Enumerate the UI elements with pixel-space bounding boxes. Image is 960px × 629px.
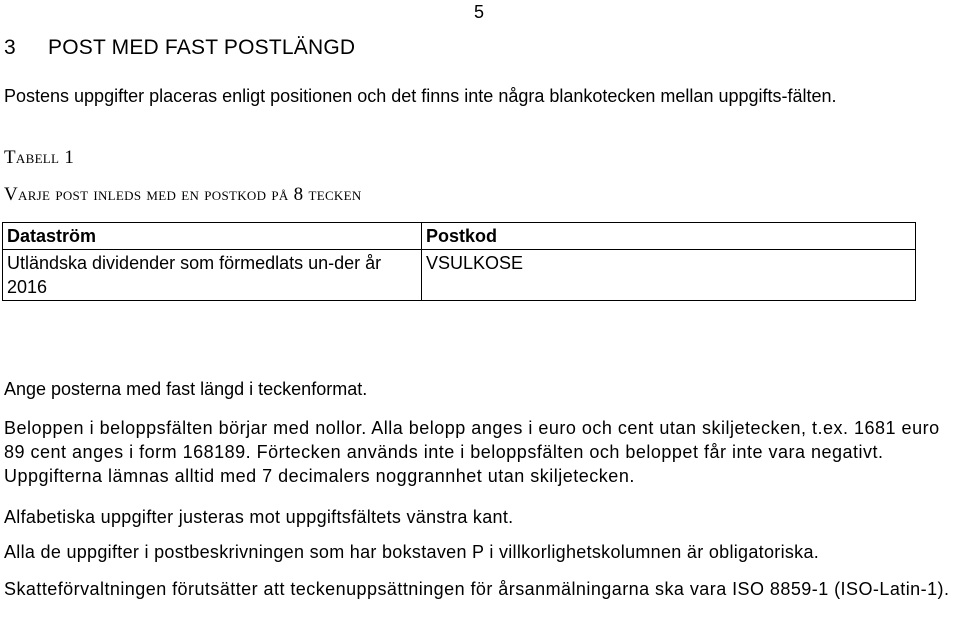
section-number: 3 (4, 36, 16, 59)
intro-paragraph: Postens uppgifter placeras enligt positionen och det finns inte några blankotecken mellan uppgifts-fälten. (4, 86, 837, 106)
amounts-paragraph: Beloppen i beloppsfälten börjar med nollor. Alla belopp anges i euro och cent utan skiljetecken, t.ex. 1681 euro 89 cent anges i form 168189. Förtecken används inte i beloppsfälten och beloppet får inte vara negativt. Uppgifterna lämnas alltid med 7 decimalers noggrannhet utan skiljetecken. (4, 418, 940, 486)
page-number: 5 (474, 2, 485, 22)
header-datastream: Dataström (3, 223, 422, 250)
table-caption-label: Tabell 1 (4, 147, 75, 168)
section-heading (4, 36, 355, 60)
mandatory-paragraph: Alla de uppgifter i postbeskrivningen som har bokstaven P i villkorlighetskolumnen är obligatoriska. (4, 542, 820, 562)
record-code-table (2, 222, 916, 301)
section-title: POST MED FAST POSTLÄNGD (48, 36, 356, 59)
cell-datastream: Utländska dividender som förmedlats un-der år 2016 (3, 250, 422, 301)
alphabetic-paragraph: Alfabetiska uppgifter justeras mot uppgiftsfältets vänstra kant. (4, 507, 514, 527)
table-header-row (3, 223, 916, 250)
charset-paragraph: Skatteförvaltningen förutsätter att teckenuppsättningen för årsanmälningarna ska vara ISO 8859-1 (ISO-Latin-1). (4, 579, 950, 599)
header-record-code: Postkod (422, 223, 916, 250)
format-paragraph: Ange posterna med fast längd i teckenformat. (4, 379, 368, 399)
table-caption-title: Varje post inleds med en postkod på 8 tecken (4, 184, 362, 205)
table-row (3, 250, 916, 301)
cell-record-code: VSULKOSE (422, 250, 916, 301)
